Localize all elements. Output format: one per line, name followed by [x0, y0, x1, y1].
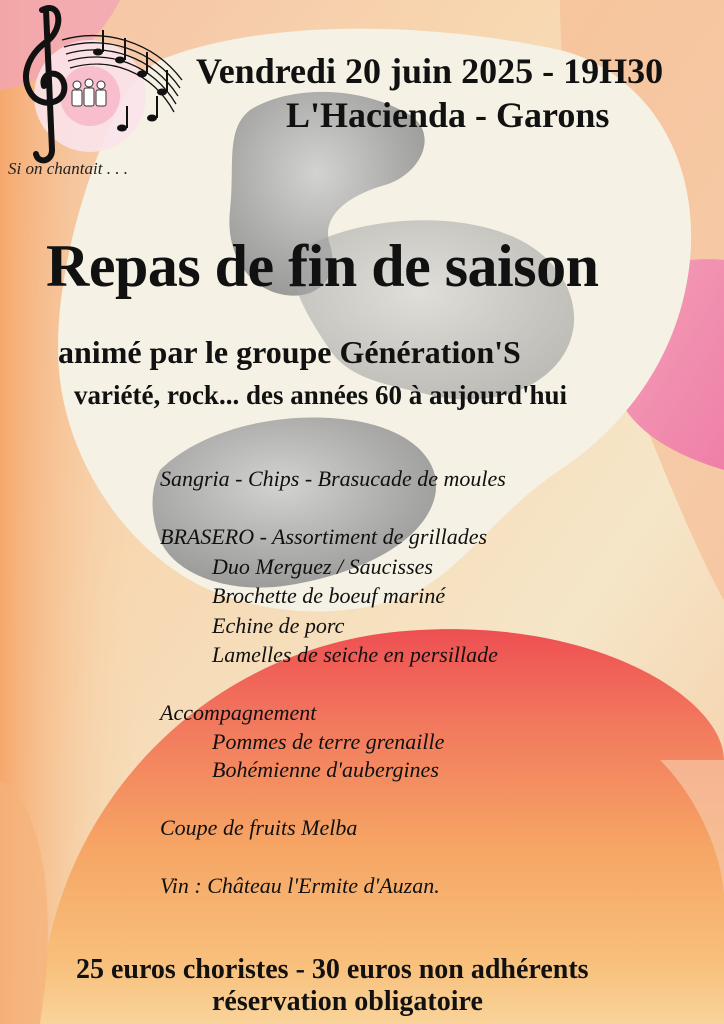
menu-side-item: Bohémienne d'aubergines	[212, 757, 439, 782]
menu-wine: Vin : Château l'Ermite d'Auzan.	[160, 873, 440, 898]
tagline: variété, rock... des années 60 à aujourd'hui	[74, 380, 568, 410]
event-date: Vendredi 20 juin 2025 - 19H30	[196, 51, 664, 91]
subtitle: animé par le groupe Génération'S	[58, 334, 521, 370]
menu-brasero-item: Echine de porc	[212, 613, 345, 638]
logo-text: Si on chantait . . .	[8, 159, 128, 178]
menu-brasero-heading: BRASERO - Assortiment de grillades	[160, 524, 488, 549]
page-title: Repas de fin de saison	[46, 233, 599, 299]
menu-side-heading: Accompagnement	[160, 700, 317, 725]
menu-dessert: Coupe de fruits Melba	[160, 815, 358, 840]
price-info: 25 euros choristes - 30 euros non adhérents	[76, 954, 589, 985]
menu-brasero-item: Lamelles de seiche en persillade	[212, 642, 498, 667]
menu-starter: Sangria - Chips - Brasucade de moules	[160, 466, 506, 491]
event-venue: L'Hacienda - Garons	[286, 95, 610, 135]
menu-brasero-item: Duo Merguez / Saucisses	[212, 554, 433, 579]
choir-logo	[2, 0, 192, 182]
menu-brasero-item: Brochette de boeuf mariné	[212, 583, 446, 608]
menu-side-item: Pommes de terre grenaille	[212, 729, 445, 754]
reservation-note: réservation obligatoire	[212, 986, 483, 1017]
